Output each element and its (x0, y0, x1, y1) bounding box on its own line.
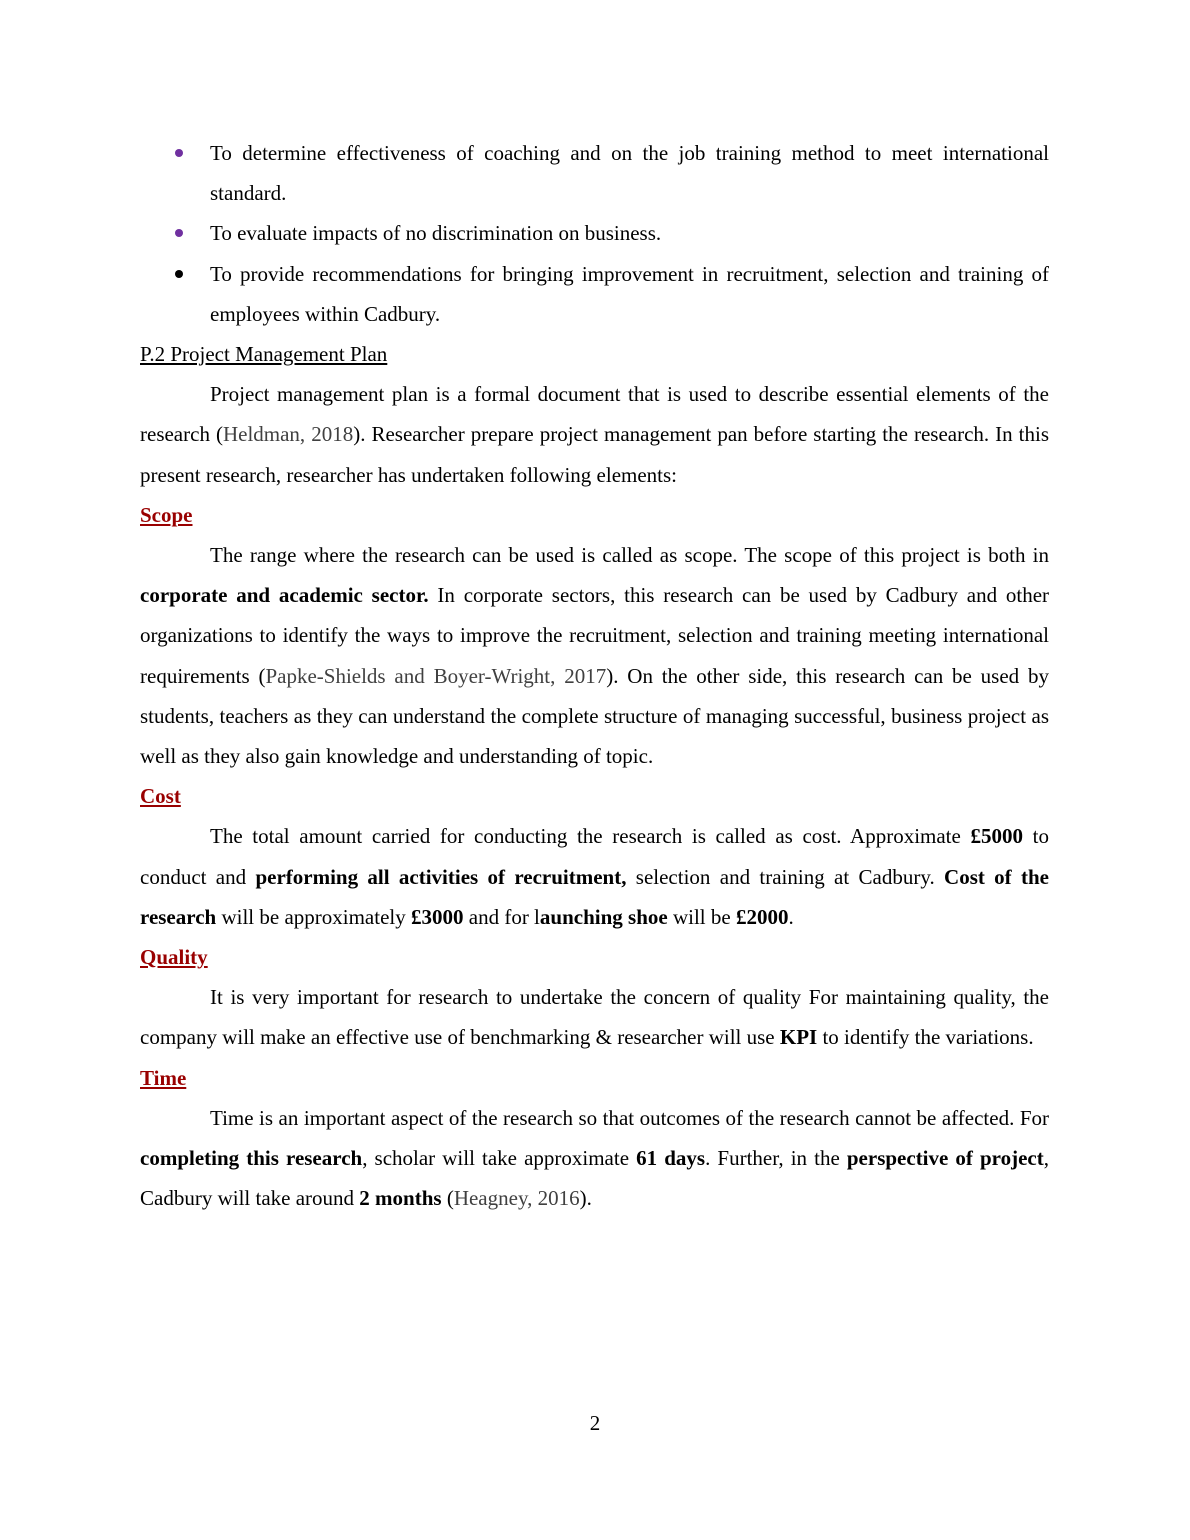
scope-paragraph: The range where the research can be used is called as scope. The scope of this project is both in corporate and academic sector. In corporate sectors, this research can be used by Cadbury and other organizations to identify the ways to improve the recruitment, selection and training meeting international requirements (Papke-Shields and Boyer-Wright, 2017). On the other side, this research can be used by students, teachers as they can understand the complete structure of managing successful, business project as well as they also gain knowledge and understanding of topic. (140, 543, 1050, 769)
intro-paragraph: Project management plan is a formal document that is used to describe essential elements of the research (Heldman, 2018). Researcher prepare project management pan before starting the research. In this present research, researcher has undertaken following elements: (140, 382, 1050, 487)
document-page (140, 133, 1049, 1218)
list-item-text: To evaluate impacts of no discrimination on business. (210, 221, 662, 246)
time-paragraph: Time is an important aspect of the research so that outcomes of the research cannot be affected. For completing this research, scholar will take approximate 61 days. Further, in the perspective of project, Cadbury will take around 2 months (Heagney, 2016). (140, 1105, 1049, 1211)
section-title: P.2 Project Management Plan (140, 342, 388, 367)
bullet-icon (175, 149, 183, 157)
cost-heading: Cost (140, 784, 181, 809)
scope-heading: Scope (140, 502, 193, 527)
list-item (140, 213, 1049, 253)
list-item-text: To provide recommendations for bringing improvement in recruitment, selection and training of employees within Cadbury. (210, 261, 1049, 326)
page-number: 2 (589, 1411, 601, 1435)
quality-heading: Quality (140, 945, 208, 970)
objectives-list (140, 133, 1049, 334)
list-item (140, 254, 1049, 334)
bullet-icon (175, 229, 183, 237)
quality-paragraph: It is very important for research to undertake the concern of quality For maintaining quality, the company will make an effective use of benchmarking & researcher will use KPI to identify the variations. (140, 985, 1049, 1050)
citation: Heldman, 2018 (222, 422, 354, 447)
bullet-icon (175, 270, 183, 278)
time-heading: Time (140, 1065, 187, 1090)
list-item-text: To determine effectiveness of coaching and on the job training method to meet international standard. (210, 141, 1049, 206)
cost-paragraph: The total amount carried for conducting the research is called as cost. Approximate £5000 to conduct and performing all activities of recruitment, selection and training at Cadbury. Cost of the research will be approximately £3000 and for launching shoe will be £2000. (140, 824, 1049, 929)
citation: Papke-Shields and Boyer-Wright, 2017 (265, 663, 607, 688)
citation: Heagney, 2016 (453, 1186, 580, 1211)
list-item (140, 133, 1049, 213)
